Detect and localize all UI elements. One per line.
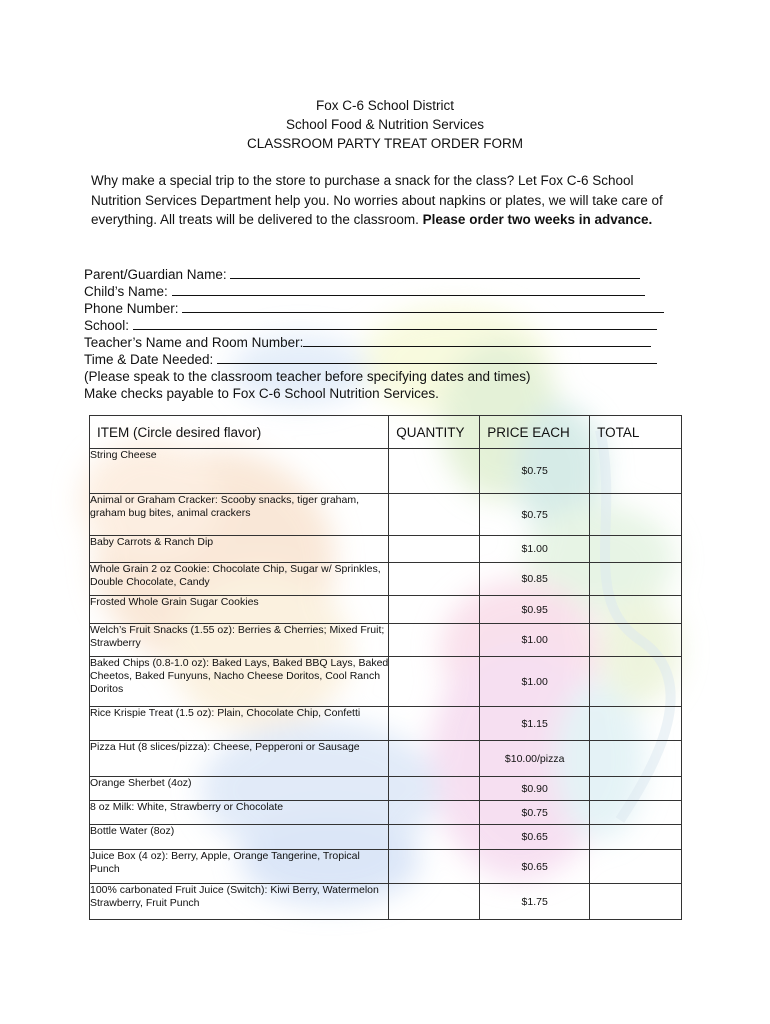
- contact-fields: [84, 266, 684, 402]
- price-cell: $1.15: [480, 707, 590, 741]
- intro-text: Why make a special trip to the store to purchase a snack for the class? Let Fox C-6 School Nutrition Services Department help you. No worries about napkins or plates, we will take care of everything. All treats will be delivered to the classroom.: [91, 173, 663, 227]
- item-cell: Welch’s Fruit Snacks (1.55 oz): Berries & Cherries; Mixed Fruit; Strawberry: [90, 624, 389, 657]
- district-name: Fox C-6 School District: [315, 98, 455, 113]
- total-cell[interactable]: [590, 884, 682, 920]
- school-line[interactable]: [133, 317, 657, 330]
- teacher-room-line[interactable]: [303, 334, 651, 347]
- phone-number-line[interactable]: [182, 300, 664, 313]
- total-column-header: TOTAL: [590, 416, 682, 449]
- price-cell: $0.65: [480, 850, 590, 884]
- parent-name-field[interactable]: Parent/Guardian Name:: [84, 266, 684, 283]
- table-header-row: [90, 416, 682, 449]
- total-cell[interactable]: [590, 657, 682, 707]
- price-cell: $0.65: [480, 825, 590, 850]
- teacher-room-field[interactable]: Teacher’s Name and Room Number:: [84, 334, 684, 351]
- total-cell[interactable]: [590, 563, 682, 596]
- item-cell: Baby Carrots & Ranch Dip: [90, 536, 389, 563]
- total-cell[interactable]: [590, 777, 682, 801]
- table-row: [90, 801, 682, 825]
- item-cell: Animal or Graham Cracker: Scooby snacks, tiger graham, graham bug bites, animal crackers: [90, 494, 389, 536]
- table-row: [90, 741, 682, 777]
- table-row: [90, 449, 682, 494]
- time-date-line[interactable]: [217, 351, 657, 364]
- item-cell: String Cheese: [90, 449, 389, 494]
- price-column-header: PRICE EACH: [480, 416, 590, 449]
- table-row: [90, 657, 682, 707]
- item-cell: Rice Krispie Treat (1.5 oz): Plain, Chocolate Chip, Confetti: [90, 707, 389, 741]
- total-cell[interactable]: [590, 494, 682, 536]
- parent-name-line[interactable]: [230, 266, 640, 279]
- item-cell: Whole Grain 2 oz Cookie: Chocolate Chip, Sugar w/ Sprinkles, Double Chocolate, Candy: [90, 563, 389, 596]
- price-cell: $1.00: [480, 624, 590, 657]
- price-cell: $1.00: [480, 536, 590, 563]
- quantity-cell[interactable]: [389, 850, 480, 884]
- table-row: [90, 777, 682, 801]
- quantity-cell[interactable]: [389, 777, 480, 801]
- total-cell[interactable]: [590, 596, 682, 624]
- time-date-field[interactable]: Time & Date Needed:: [84, 351, 684, 368]
- department-name: School Food & Nutrition Services: [285, 117, 485, 132]
- school-field[interactable]: School:: [84, 317, 684, 334]
- item-column-header: ITEM (Circle desired flavor): [90, 416, 389, 449]
- scheduling-note: (Please speak to the classroom teacher before specifying dates and times): [84, 369, 531, 384]
- child-name-line[interactable]: [172, 283, 645, 296]
- table-row: [90, 563, 682, 596]
- table-row: [90, 494, 682, 536]
- price-cell: $0.75: [480, 449, 590, 494]
- table-row: [90, 624, 682, 657]
- price-cell: $1.75: [480, 884, 590, 920]
- item-cell: Frosted Whole Grain Sugar Cookies: [90, 596, 389, 624]
- quantity-cell[interactable]: [389, 624, 480, 657]
- table-row: [90, 707, 682, 741]
- item-cell: 100% carbonated Fruit Juice (Switch): Kiwi Berry, Watermelon Strawberry, Fruit Punch: [90, 884, 389, 920]
- quantity-cell[interactable]: [389, 825, 480, 850]
- payment-note: Make checks payable to Fox C-6 School Nutrition Services.: [84, 386, 439, 401]
- order-table: [89, 415, 682, 920]
- intro-paragraph: [91, 171, 681, 230]
- price-cell: $0.90: [480, 777, 590, 801]
- item-cell: Juice Box (4 oz): Berry, Apple, Orange Tangerine, Tropical Punch: [90, 850, 389, 884]
- price-cell: $1.00: [480, 657, 590, 707]
- item-cell: Pizza Hut (8 slices/pizza): Cheese, Pepperoni or Sausage: [90, 741, 389, 777]
- quantity-cell[interactable]: [389, 707, 480, 741]
- item-cell: Bottle Water (8oz): [90, 825, 389, 850]
- total-cell[interactable]: [590, 707, 682, 741]
- price-cell: $10.00/pizza: [480, 741, 590, 777]
- total-cell[interactable]: [590, 850, 682, 884]
- table-row: [90, 850, 682, 884]
- table-row: [90, 884, 682, 920]
- table-row: [90, 825, 682, 850]
- price-cell: $0.95: [480, 596, 590, 624]
- quantity-cell[interactable]: [389, 536, 480, 563]
- quantity-cell[interactable]: [389, 884, 480, 920]
- quantity-cell[interactable]: [389, 563, 480, 596]
- total-cell[interactable]: [590, 825, 682, 850]
- item-cell: Baked Chips (0.8-1.0 oz): Baked Lays, Baked BBQ Lays, Baked Cheetos, Baked Funyuns, Nacho Cheese Doritos, Cool Ranch Doritos: [90, 657, 389, 707]
- quantity-cell[interactable]: [389, 801, 480, 825]
- total-cell[interactable]: [590, 624, 682, 657]
- total-cell[interactable]: [590, 536, 682, 563]
- price-cell: $0.75: [480, 801, 590, 825]
- quantity-cell[interactable]: [389, 657, 480, 707]
- phone-number-field[interactable]: Phone Number:: [84, 300, 684, 317]
- quantity-column-header: QUANTITY: [389, 416, 480, 449]
- total-cell[interactable]: [590, 449, 682, 494]
- item-cell: 8 oz Milk: White, Strawberry or Chocolate: [90, 801, 389, 825]
- quantity-cell[interactable]: [389, 741, 480, 777]
- total-cell[interactable]: [590, 741, 682, 777]
- document-header: [0, 96, 770, 153]
- quantity-cell[interactable]: [389, 596, 480, 624]
- item-cell: Orange Sherbet (4oz): [90, 777, 389, 801]
- price-cell: $0.75: [480, 494, 590, 536]
- child-name-field[interactable]: Child’s Name:: [84, 283, 684, 300]
- total-cell[interactable]: [590, 801, 682, 825]
- table-row: [90, 596, 682, 624]
- quantity-cell[interactable]: [389, 494, 480, 536]
- price-cell: $0.85: [480, 563, 590, 596]
- table-row: [90, 536, 682, 563]
- quantity-cell[interactable]: [389, 449, 480, 494]
- intro-bold-text: Please order two weeks in advance.: [422, 212, 653, 227]
- form-title: CLASSROOM PARTY TREAT ORDER FORM: [246, 136, 524, 151]
